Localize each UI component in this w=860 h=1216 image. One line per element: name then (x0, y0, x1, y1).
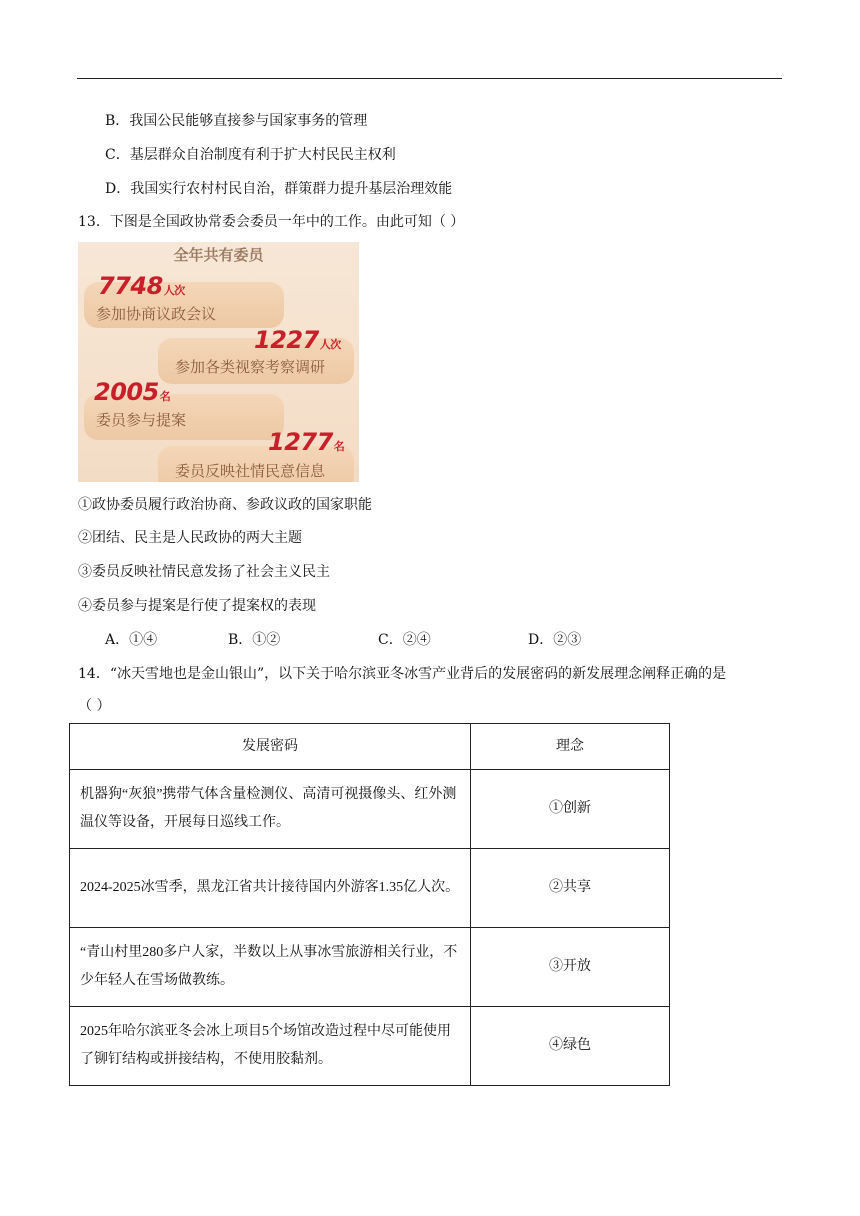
q13-stem: 13．下图是全国政协常委会委员一年中的工作。由此可知（ ） (78, 214, 465, 230)
infographic-number: 7748人次 (98, 272, 185, 300)
q14-stem-paren: （ ） (78, 698, 111, 714)
q13-statement-2: ②团结、民主是人民政协的两大主题 (78, 530, 302, 546)
q13-option-d: D．②③ (528, 632, 582, 648)
infographic-number: 2005名 (94, 378, 171, 406)
q14-stem: 14．“冰天雪地也是金山银山”，以下关于哈尔滨亚冬冰雪产业背后的发展密码的新发展理念阐释正确的是 (78, 666, 727, 682)
table-cell-code: “青山村里280多户人家，半数以上从事冰雪旅游相关行业，不少年轻人在雪场做教练。 (70, 928, 471, 1007)
table-cell-idea: ①创新 (471, 770, 670, 849)
table-cell-idea: ②共享 (471, 849, 670, 928)
table-cell-idea: ④绿色 (471, 1007, 670, 1086)
infographic-label: 参加各类视察考察调研 (175, 358, 326, 376)
infographic-title: 全年共有委员 (173, 246, 264, 264)
table-header-idea: 理念 (471, 724, 670, 770)
table-row (70, 1007, 670, 1086)
infographic-number: 1227人次 (254, 326, 341, 354)
q13-option-b: B．①② (228, 632, 281, 648)
q12-option-c: C．基层群众自治制度有利于扩大村民民主权利 (105, 147, 396, 163)
table-row (70, 849, 670, 928)
table-cell-code: 2024-2025冰雪季，黑龙江省共计接待国内外游客1.35亿人次。 (70, 849, 471, 928)
infographic-label: 参加协商议政会议 (96, 305, 217, 323)
table-cell-idea: ③开放 (471, 928, 670, 1007)
table-header-row (70, 724, 670, 770)
committee-work-infographic (78, 242, 359, 482)
table-row (70, 770, 670, 849)
q13-statement-4: ④委员参与提案是行使了提案权的表现 (78, 598, 316, 614)
table-row (70, 928, 670, 1007)
header-rule (77, 78, 782, 79)
infographic-label: 委员反映社情民意信息 (175, 462, 326, 480)
infographic-number: 1277名 (268, 428, 345, 456)
q12-option-d: D．我国实行农村村民自治，群策群力提升基层治理效能 (105, 181, 453, 197)
q13-statement-3: ③委员反映社情民意发扬了社会主义民主 (78, 564, 330, 580)
q12-option-b: B．我国公民能够直接参与国家事务的管理 (105, 113, 368, 129)
table-header-code: 发展密码 (70, 724, 471, 770)
q13-statement-1: ①政协委员履行政治协商、参政议政的国家职能 (78, 497, 372, 513)
q13-option-a: A．①④ (105, 632, 158, 648)
table-cell-code: 机器狗“灰狼”携带气体含量检测仪、高清可视摄像头、红外测温仪等设备，开展每日巡线工作。 (70, 770, 471, 849)
infographic-label: 委员参与提案 (96, 411, 187, 429)
development-table (69, 723, 670, 1086)
q13-option-c: C．②④ (378, 632, 431, 648)
table-cell-code: 2025年哈尔滨亚冬会冰上项目5个场馆改造过程中尽可能使用了铆钉结构或拼接结构，不使用胶黏剂。 (70, 1007, 471, 1086)
